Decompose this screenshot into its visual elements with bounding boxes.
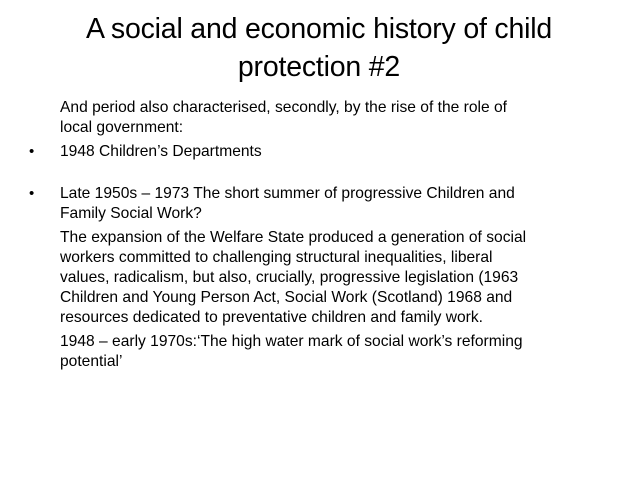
slide-title-line: protection #2	[237, 51, 401, 83]
text-line: The expansion of the Welfare State produced a generation of social	[60, 229, 527, 246]
intro-paragraph	[36, 98, 606, 138]
welfare-state-paragraph	[36, 228, 606, 328]
high-water-mark-paragraph	[36, 332, 606, 372]
bullet-icon: •	[29, 143, 35, 160]
slide-body	[29, 98, 606, 372]
text-line: 1948 Children’s Departments	[60, 143, 262, 160]
text-line: And period also characterised, secondly, by the rise of the role of	[60, 99, 507, 116]
text-line: potential’	[60, 353, 123, 370]
text-line: resources dedicated to preventative children and family work.	[60, 309, 483, 326]
text-line: Late 1950s – 1973 The short summer of progressive Children and	[60, 185, 515, 202]
slide-title-line: A social and economic history of child	[85, 13, 553, 45]
text-line: values, radicalism, but also, crucially, progressive legislation (1963	[60, 269, 519, 286]
text-line: workers committed to challenging structural inequalities, liberal	[60, 249, 493, 266]
text-line: 1948 – early 1970s:‘The high water mark of social work’s reforming	[60, 333, 523, 350]
bullet-item-childrens-departments	[29, 142, 606, 162]
bullet-icon: •	[29, 185, 35, 202]
bullet-item-short-summer	[29, 184, 606, 224]
text-line: Family Social Work?	[60, 205, 202, 222]
slide-title	[30, 10, 608, 86]
text-line: Children and Young Person Act, Social Work (Scotland) 1968 and	[60, 289, 513, 306]
text-line: local government:	[60, 119, 184, 136]
